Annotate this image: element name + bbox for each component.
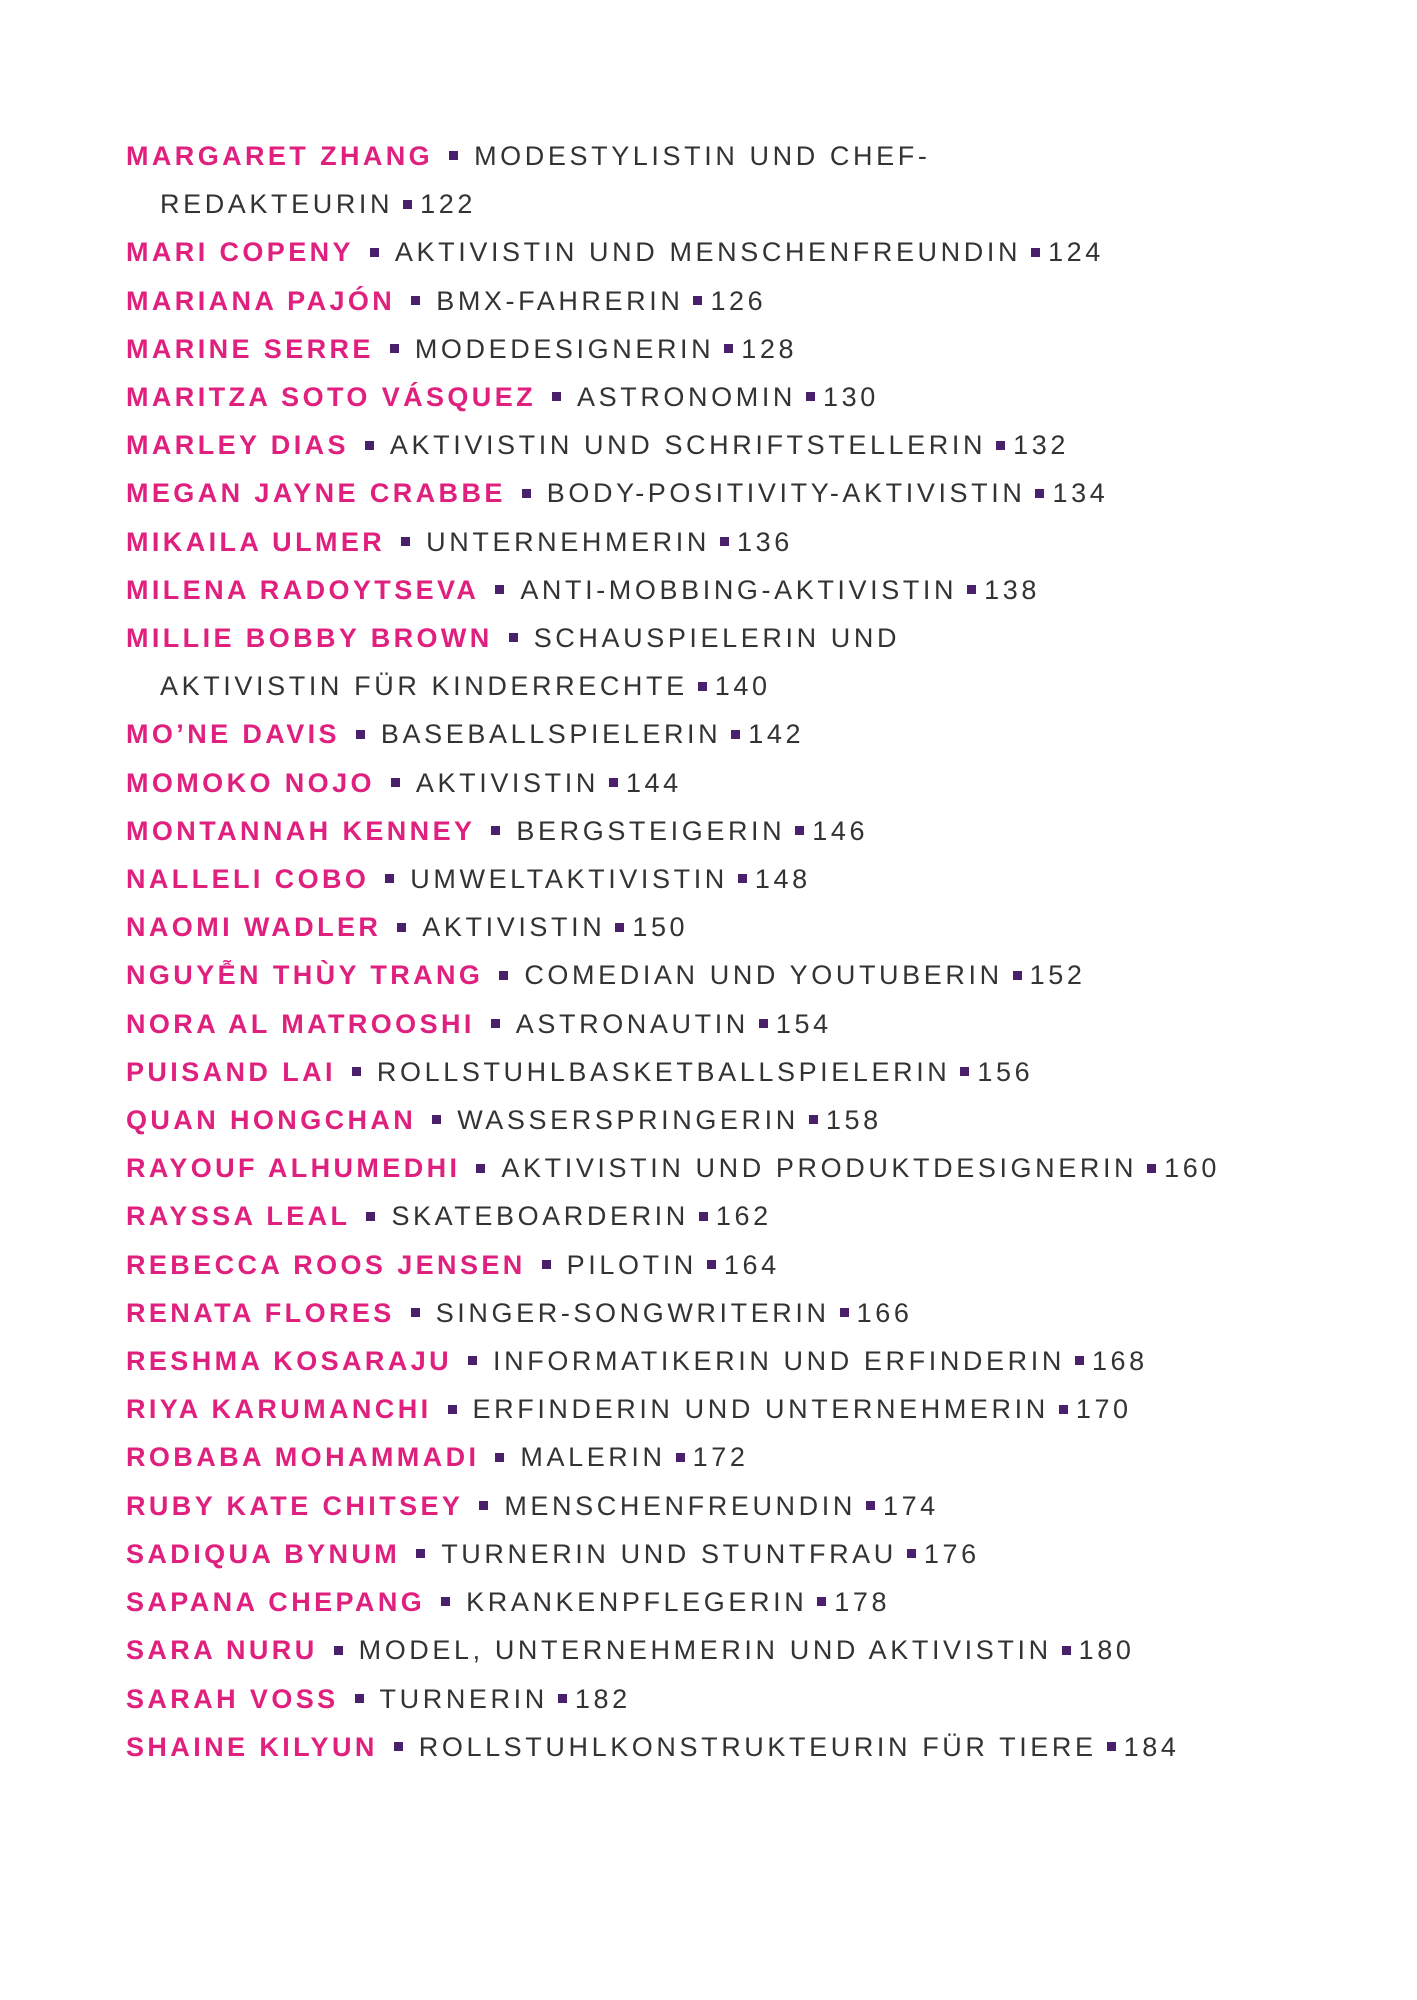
bullet-separator bbox=[1107, 1742, 1116, 1751]
entry-role: UMWELTAKTIVISTIN bbox=[410, 864, 728, 895]
entry-name: MILLIE BOBBY BROWN bbox=[126, 623, 493, 654]
bullet-separator bbox=[366, 1212, 375, 1221]
bullet-separator bbox=[693, 296, 702, 305]
bullet-separator bbox=[352, 1067, 361, 1076]
bullet-separator bbox=[355, 1694, 364, 1703]
entry-name: SAPANA CHEPANG bbox=[126, 1587, 426, 1618]
bullet-separator bbox=[449, 151, 458, 160]
bullet-separator bbox=[866, 1501, 875, 1510]
bullet-separator bbox=[416, 1549, 425, 1558]
entry-name: RAYOUF ALHUMEDHI bbox=[126, 1153, 461, 1184]
entry-role: ASTRONOMIN bbox=[577, 382, 797, 413]
bullet-separator bbox=[960, 1067, 969, 1076]
toc-entry bbox=[126, 373, 1266, 421]
entry-role: ANTI-MOBBING-AKTIVISTIN bbox=[520, 574, 958, 605]
toc-entry bbox=[126, 1626, 1266, 1674]
entry-page-number: 182 bbox=[574, 1683, 631, 1714]
entry-name: MARIANA PAJÓN bbox=[126, 285, 396, 316]
entry-role: BASEBALLSPIELERIN bbox=[380, 719, 722, 750]
entry-page-number: 126 bbox=[710, 285, 767, 316]
bullet-separator bbox=[432, 1115, 441, 1124]
entry-name: PUISAND LAI bbox=[126, 1056, 336, 1087]
entry-page-number: 158 bbox=[825, 1105, 882, 1136]
bullet-separator bbox=[1062, 1646, 1071, 1655]
entry-page-number: 160 bbox=[1164, 1153, 1221, 1184]
entry-name: MARLEY DIAS bbox=[126, 430, 349, 461]
entry-name: MONTANNAH KENNEY bbox=[126, 815, 476, 846]
bullet-separator bbox=[394, 1742, 403, 1751]
entry-page-number: 166 bbox=[856, 1297, 913, 1328]
toc-entry bbox=[126, 228, 1266, 276]
entry-role: ROLLSTUHLKONSTRUKTEURIN FÜR TIERE bbox=[418, 1731, 1097, 1762]
entry-page-number: 136 bbox=[736, 526, 793, 557]
entry-page-number: 124 bbox=[1048, 237, 1104, 268]
entry-role: WASSERSPRINGERIN bbox=[457, 1105, 799, 1136]
toc-entry bbox=[126, 903, 1266, 951]
toc-entry bbox=[126, 1096, 1266, 1144]
bullet-separator bbox=[996, 441, 1005, 450]
bullet-separator bbox=[907, 1549, 916, 1558]
bullet-separator bbox=[397, 923, 406, 932]
bullet-separator bbox=[468, 1356, 477, 1365]
bullet-separator bbox=[542, 1260, 551, 1269]
bullet-separator bbox=[1147, 1164, 1156, 1173]
entry-page-number: 140 bbox=[714, 671, 771, 702]
entry-role: MODEDESIGNERIN bbox=[414, 333, 715, 364]
entry-role: AKTIVISTIN UND PRODUKTDESIGNERIN bbox=[501, 1153, 1138, 1184]
entry-page-number: 148 bbox=[754, 864, 811, 895]
entry-role: UNTERNEHMERIN bbox=[426, 526, 710, 557]
entry-name: MARI COPENY bbox=[126, 237, 354, 268]
bullet-separator bbox=[495, 585, 504, 594]
bullet-separator bbox=[411, 1308, 420, 1317]
entry-role: ERFINDERIN UND UNTERNEHMERIN bbox=[472, 1394, 1049, 1425]
entry-page-number: 164 bbox=[723, 1249, 780, 1280]
entry-role: BMX-FAHRERIN bbox=[436, 285, 684, 316]
bullet-separator bbox=[1059, 1405, 1068, 1414]
bullet-separator bbox=[720, 537, 729, 546]
toc-entry bbox=[126, 614, 1266, 710]
entry-name: SARA NURU bbox=[126, 1635, 318, 1666]
entry-role: BERGSTEIGERIN bbox=[516, 815, 786, 846]
entry-page-number: 174 bbox=[882, 1490, 939, 1521]
toc-entry bbox=[126, 132, 1266, 228]
bullet-separator bbox=[356, 730, 365, 739]
bullet-separator bbox=[738, 874, 747, 883]
entry-role: TURNERIN bbox=[379, 1683, 548, 1714]
entry-page-number: 130 bbox=[823, 382, 879, 413]
entry-page-number: 162 bbox=[715, 1201, 772, 1232]
bullet-separator bbox=[479, 1501, 488, 1510]
entry-role: MENSCHENFREUNDIN bbox=[504, 1490, 856, 1521]
bullet-separator bbox=[759, 1019, 768, 1028]
entry-name: RIYA KARUMANCHI bbox=[126, 1394, 432, 1425]
bullet-separator bbox=[809, 1115, 818, 1124]
entry-role: AKTIVISTIN bbox=[422, 912, 606, 943]
bullet-separator bbox=[1031, 248, 1040, 257]
bullet-separator bbox=[1075, 1356, 1084, 1365]
entry-role: SKATEBOARDERIN bbox=[391, 1201, 689, 1232]
entry-page-number: 156 bbox=[977, 1056, 1034, 1087]
entry-name: MARITZA SOTO VÁSQUEZ bbox=[126, 382, 537, 413]
bullet-separator bbox=[365, 441, 374, 450]
entry-name: MARINE SERRE bbox=[126, 333, 374, 364]
entry-role: AKTIVISTIN UND MENSCHENFREUNDIN bbox=[394, 237, 1022, 268]
bullet-separator bbox=[1035, 489, 1044, 498]
toc-entry bbox=[126, 566, 1266, 614]
bullet-separator bbox=[552, 392, 561, 401]
bullet-separator bbox=[615, 923, 624, 932]
entry-name: NORA AL MATROOSHI bbox=[126, 1008, 475, 1039]
toc-entry bbox=[126, 1385, 1266, 1433]
entry-name: RUBY KATE CHITSEY bbox=[126, 1490, 464, 1521]
entry-page-number: 178 bbox=[834, 1587, 891, 1618]
entry-page-number: 128 bbox=[741, 333, 798, 364]
entry-role: KRANKENPFLEGERIN bbox=[466, 1587, 808, 1618]
entry-role: ROLLSTUHLBASKETBALLSPIELERIN bbox=[376, 1056, 951, 1087]
entry-name: RAYSSA LEAL bbox=[126, 1201, 351, 1232]
bullet-separator bbox=[441, 1597, 450, 1606]
entry-role: TURNERIN UND STUNTFRAU bbox=[441, 1538, 897, 1569]
entry-page-number: 150 bbox=[632, 912, 689, 943]
entry-name: MOMOKO NOJO bbox=[126, 767, 375, 798]
entry-page-number: 134 bbox=[1052, 478, 1109, 509]
entry-name: SARAH VOSS bbox=[126, 1683, 339, 1714]
toc-entry bbox=[126, 1433, 1266, 1481]
toc-entry bbox=[126, 759, 1266, 807]
entry-role: SCHAUSPIELERIN UND AKTIVISTIN FÜR KINDERRECHTE bbox=[160, 623, 901, 702]
table-of-contents bbox=[126, 132, 1266, 1771]
entry-page-number: 170 bbox=[1075, 1394, 1132, 1425]
toc-entry bbox=[126, 1241, 1266, 1289]
entry-page-number: 144 bbox=[625, 767, 682, 798]
entry-name: SADIQUA BYNUM bbox=[126, 1538, 401, 1569]
entry-role: MODEL, UNTERNEHMERIN UND AKTIVISTIN bbox=[358, 1635, 1052, 1666]
entry-page-number: 180 bbox=[1078, 1635, 1135, 1666]
entry-page-number: 132 bbox=[1013, 430, 1069, 461]
entry-role: INFORMATIKERIN UND ERFINDERIN bbox=[493, 1346, 1065, 1377]
bullet-separator bbox=[522, 489, 531, 498]
bullet-separator bbox=[401, 537, 410, 546]
entry-name: RESHMA KOSARAJU bbox=[126, 1346, 453, 1377]
bullet-separator bbox=[967, 585, 976, 594]
entry-name: NGUYỄN THÙY TRANG bbox=[126, 960, 484, 991]
entry-name: MO’NE DAVIS bbox=[126, 719, 340, 750]
entry-page-number: 172 bbox=[692, 1442, 749, 1473]
toc-entry bbox=[126, 1000, 1266, 1048]
entry-role: BODY-POSITIVITY-AKTIVISTIN bbox=[546, 478, 1026, 509]
bullet-separator bbox=[499, 971, 508, 980]
bullet-separator bbox=[698, 682, 707, 691]
entry-page-number: 138 bbox=[984, 574, 1040, 605]
bullet-separator bbox=[403, 200, 412, 209]
entry-name: REBECCA ROOS JENSEN bbox=[126, 1249, 526, 1280]
bullet-separator bbox=[509, 633, 518, 642]
bullet-separator bbox=[558, 1694, 567, 1703]
entry-name: MARGARET ZHANG bbox=[126, 141, 434, 171]
entry-name: MILENA RADOYTSEVA bbox=[126, 574, 480, 605]
toc-entry bbox=[126, 421, 1266, 469]
bullet-separator bbox=[707, 1260, 716, 1269]
entry-page-number: 154 bbox=[775, 1008, 832, 1039]
toc-entry bbox=[126, 1723, 1266, 1771]
entry-name: SHAINE KILYUN bbox=[126, 1731, 378, 1762]
entry-role: AKTIVISTIN bbox=[415, 767, 599, 798]
entry-role: MODESTYLISTIN UND CHEF-REDAKTEURIN bbox=[160, 141, 931, 220]
entry-name: ROBABA MOHAMMADI bbox=[126, 1442, 480, 1473]
bullet-separator bbox=[699, 1212, 708, 1221]
entry-page-number: 176 bbox=[923, 1538, 980, 1569]
bullet-separator bbox=[724, 344, 733, 353]
toc-entry bbox=[126, 1144, 1266, 1192]
toc-entry bbox=[126, 1578, 1266, 1626]
bullet-separator bbox=[391, 778, 400, 787]
bullet-separator bbox=[609, 778, 618, 787]
entry-name: RENATA FLORES bbox=[126, 1297, 395, 1328]
entry-page-number: 142 bbox=[748, 719, 805, 750]
entry-role: ASTRONAUTIN bbox=[515, 1008, 749, 1039]
toc-entry bbox=[126, 1675, 1266, 1723]
toc-entry bbox=[126, 518, 1266, 566]
bullet-separator bbox=[476, 1164, 485, 1173]
toc-entry bbox=[126, 807, 1266, 855]
toc-entry bbox=[126, 469, 1266, 517]
entry-name: NALLELI COBO bbox=[126, 864, 370, 895]
bullet-separator bbox=[390, 344, 399, 353]
bullet-separator bbox=[385, 874, 394, 883]
bullet-separator bbox=[495, 1453, 504, 1462]
entry-page-number: 122 bbox=[420, 189, 476, 220]
toc-entry bbox=[126, 1337, 1266, 1385]
bullet-separator bbox=[370, 248, 379, 257]
entry-page-number: 184 bbox=[1123, 1731, 1180, 1762]
entry-page-number: 152 bbox=[1029, 960, 1086, 991]
bullet-separator bbox=[491, 826, 500, 835]
entry-role: MALERIN bbox=[520, 1442, 666, 1473]
bullet-separator bbox=[411, 296, 420, 305]
entry-name: NAOMI WADLER bbox=[126, 912, 382, 943]
bullet-separator bbox=[676, 1453, 685, 1462]
entry-name: MEGAN JAYNE CRABBE bbox=[126, 478, 506, 509]
toc-entry bbox=[126, 855, 1266, 903]
toc-entry bbox=[126, 1289, 1266, 1337]
bullet-separator bbox=[817, 1597, 826, 1606]
bullet-separator bbox=[334, 1646, 343, 1655]
toc-entry bbox=[126, 1530, 1266, 1578]
bullet-separator bbox=[448, 1405, 457, 1414]
toc-entry bbox=[126, 1048, 1266, 1096]
entry-page-number: 168 bbox=[1091, 1346, 1148, 1377]
entry-role: COMEDIAN UND YOUTUBERIN bbox=[524, 960, 1003, 991]
bullet-separator bbox=[491, 1019, 500, 1028]
entry-role: SINGER-SONGWRITERIN bbox=[435, 1297, 830, 1328]
toc-entry bbox=[126, 951, 1266, 999]
bullet-separator bbox=[840, 1308, 849, 1317]
toc-entry bbox=[126, 1482, 1266, 1530]
bullet-separator bbox=[806, 392, 815, 401]
bullet-separator bbox=[731, 730, 740, 739]
entry-name: MIKAILA ULMER bbox=[126, 526, 386, 557]
toc-entry bbox=[126, 325, 1266, 373]
toc-entry bbox=[126, 277, 1266, 325]
bullet-separator bbox=[795, 826, 804, 835]
toc-entry bbox=[126, 710, 1266, 758]
entry-page-number: 146 bbox=[812, 815, 869, 846]
entry-role: PILOTIN bbox=[566, 1249, 697, 1280]
entry-role: AKTIVISTIN UND SCHRIFTSTELLERIN bbox=[389, 430, 987, 461]
bullet-separator bbox=[1013, 971, 1022, 980]
entry-name: QUAN HONGCHAN bbox=[126, 1105, 417, 1136]
toc-entry bbox=[126, 1192, 1266, 1240]
